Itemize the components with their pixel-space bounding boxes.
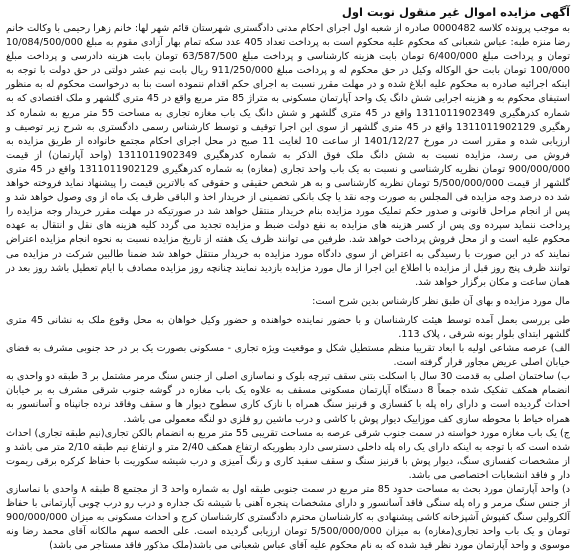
appraisal-heading: مال مورد مزایده و بهای آن طبق نظر کارشناس بدین شرح است:: [312, 295, 570, 307]
item-d-paragraph: د) واحد آپارتمان مورد بحث به مساحت حدود 85 متر مربع در سمت جنوبی طبقه اول به شماره واحد 3 از مجتمع 8 طبقه ۸ واحدی با نماسازی از جنس سنگ مرمر و راه پله سنگی فاقد آسانسور و دارای مشخصات پنجره آهنی با شیشه تک جداره و درب رو درب چوبی آپارتمانی با حفاظ آلکرولین سنگ کفپوش آشپزخانه کاشی پیشنهادی به کارشناسان محترم دادگستری کارشناسان کرج و احداث مسکونی به میزان 900/000/000 تومان و یک باب واحد تجاری(مغازه) به میزان 5/500/000/000 تومان ارزیابی گردیده است. علی الحصه سهم مالکانه آقای محمد رضا ونه موسوی و واحد آپارتمان مورد نظر قید شده که به نام محکوم علیه آقای عباس شعبانی می باشد(ملک مذکور فاقد مستاجر می باشد): [6, 484, 571, 552]
item-b-paragraph: ب) ساختمان اصلی به قدمت 30 سال با اسکلت بتنی سقف تیرچه بلوک و نماسازی اصلی از جنس سنگ مرمر مشتمل بر 3 طبقه دو واحدی به انضمام همکف تفکیک شده جمعاً 8 دستگاه آپارتمان مسکونی مسقف به علاوه یک باب مغازه در گوشه جنوب شرقی مشرف به بر خیابان احداث گردیده است و دارای راه پله با کفسازی و قرنیز سنگ همراه با نازک کاری سطوح دیوار ها و سقف وفاقد نرده جانپناه و آسانسور به همراه خیاط با محوطه سازی کف موزاییک دیوار پوش با کاشی و درب ماشین رو فلزی دو لنگه معمولی می باشد.: [6, 371, 570, 425]
item-a-paragraph: الف) عرصه مشاعی اولیه با ابعاد تقریبا منظم مستطیل شکل و موقعیت ویژه تجاری - مسکونی بصورت یک بر در حد جنوبی مشرف به فضای خیابان اصلی عریض مجاور قرار گرفته است.: [6, 343, 570, 369]
notice-intro-paragraph: به موجب پرونده کلاسه 0000482 صادره از شعبه اول اجرای احکام مدنی دادگستری شهرستان قائم شهر لها: خانم زهرا رحیمی با وکالت خانم رضا منزه طبه: عباس شعبانی که محکوم علیه محکوم است به پرداخت تعداد 405 عدد سکه تمام بهار آزادی مقوم به مبلغ 10/084/500/000 تومان و پرداخت مبلغ 6/400/000 تومان بابت هزینه کارشناسی و پرداخت مبلغ 63/587/500 تومان بابت هزینه دادرسی و پرداخت مبلغ 100/000 تومان بابت حق الوکاله وکیل در حق محکوم له و پرداخت مبلغ 911/250/000 ریال بابت نیم عشر دولتی در حق دولت با توجه به اینکه اجرائیه صادره به محکوم علیه ابلاغ شده و در مهلت مقرر نسبت به اجرای حکم اقدام ننموده است بنا به درخواست محکوم له به منظور استیفای محکوم به و هزینه اجرایی شش دانگ یک واحد آپارتمان مسکونی به متراژ 85 متر مربع واقع در 45 متری گلشهر و ملک اقتصادی که به شماره کدرهگیری 1311011902349 واقع در 45 متری گلشهر و شش دانگ یک باب مغازه تجاری به مساحت 55 متر مربع به شماره کد رهگیری 1311011902129 واقع در 45 متری گلشهر از سوی این اجرا توقیف و توسط کارشناس رسمی دادگستری به شرح زیر توصیف و ارزیابی شده و مقرر است در مورخ 1401/12/27 از ساعت 10 لغایت 11 صبح در محل اجرای احکام مجتمع خانواده از طریق مزایده به فروش می رسد، مزایده نسبت به شش دانگ ملک فوق الذکر به شماره کدرهگیری 1311011902349 (واحد آپارتمان) از قیمت 900/000/000 تومان نظریه کارشناسی و نسبت به یک باب واحد تجاری (مغازه) به شماره کدرهگیری 1311011902129 واقع در 45 متری گلشهر از قیمت 5/500/000/000 تومان نظریه کارشناسی و به هر شخص حقیقی و حقوقی که بالاترین قیمت را پیشنهاد نماید فروخته خواهد شد ده درصد وجه مزایده فی المجلس به صورت وجه نقد یا چک بانکی تضمینی از خریدار اخذ و الباقی ظرف یک ماه از وی وصول خواهد شد و پس از انجام مراحل قانونی و صدور حکم تملیک مورد مزایده بنام خریدار منتقل خواهد شد در صورتیکه در مهلت مقرر خریدار وجه مزایده را پرداخت ننماید سپرده وی پس از کسر هزینه های مزایده به نفع دولت ضبط و مزایده تجدید می گردد کلیه هزینه های نقل و انتقال به عهده محکوم علیه است و از محل فروش پرداخت خواهد شد. طرفین می توانند ظرف یک هفته از تاریخ مزایده نسبت به نحوه انجام مزایده اعتراض نمایند که در این صورت با رسیدگی به اعتراض از سوی دادگاه مورد مزایده به خریدار منتقل خواهد شد ضمنا طالبین شرکت در مزایده می توانند ظرف پنج روز قبل از مزایده با اطلاع این اجرا از مال مورد مزایده بازدید نمایند چنانچه روز مزایده مصادف با ایام تعطیل باشد روز بعد در همان ساعت و مکان برگزار خواهد شد.: [6, 23, 571, 288]
notice-title: آگهی مزایده اموال غیر منقول نوبت اول: [341, 5, 570, 19]
site-visit-paragraph: طی بررسی بعمل آمده توسط هیئت کارشناسان و با حضور نماینده خواهنده و حضور وکیل خواهان به محل وقوع ملک به نشانی 45 متری گلشهر ابتدای بلوار یونه شرقی ، پلاک 113.: [6, 314, 570, 340]
item-c-paragraph: ج) یک باب مغازه مورد خواسته در سمت جنوب شرقی عرصه به مساحت تقریبی 55 متر مربع به انضمام بالکن تجاری(نیم طبقه تجاری) احداث شده است که با توجه به اینکه دارای یک راه پله داخلی دسترسی دارد بطوریکه ارتفاع همکف 2/40 متر و ارتفاع نیم طبقه 2/10 متر می باشد و از مشخصات کفسازی سنگ، دیوار پوش با قرنیز سنگ و سقف سفید کاری و رنگ آمیزی و درب شیشه سکوریت با حفاظ کرکره برقی ریموت دار و فاقد انشعابات اختصاصی می باشد.: [6, 427, 570, 481]
